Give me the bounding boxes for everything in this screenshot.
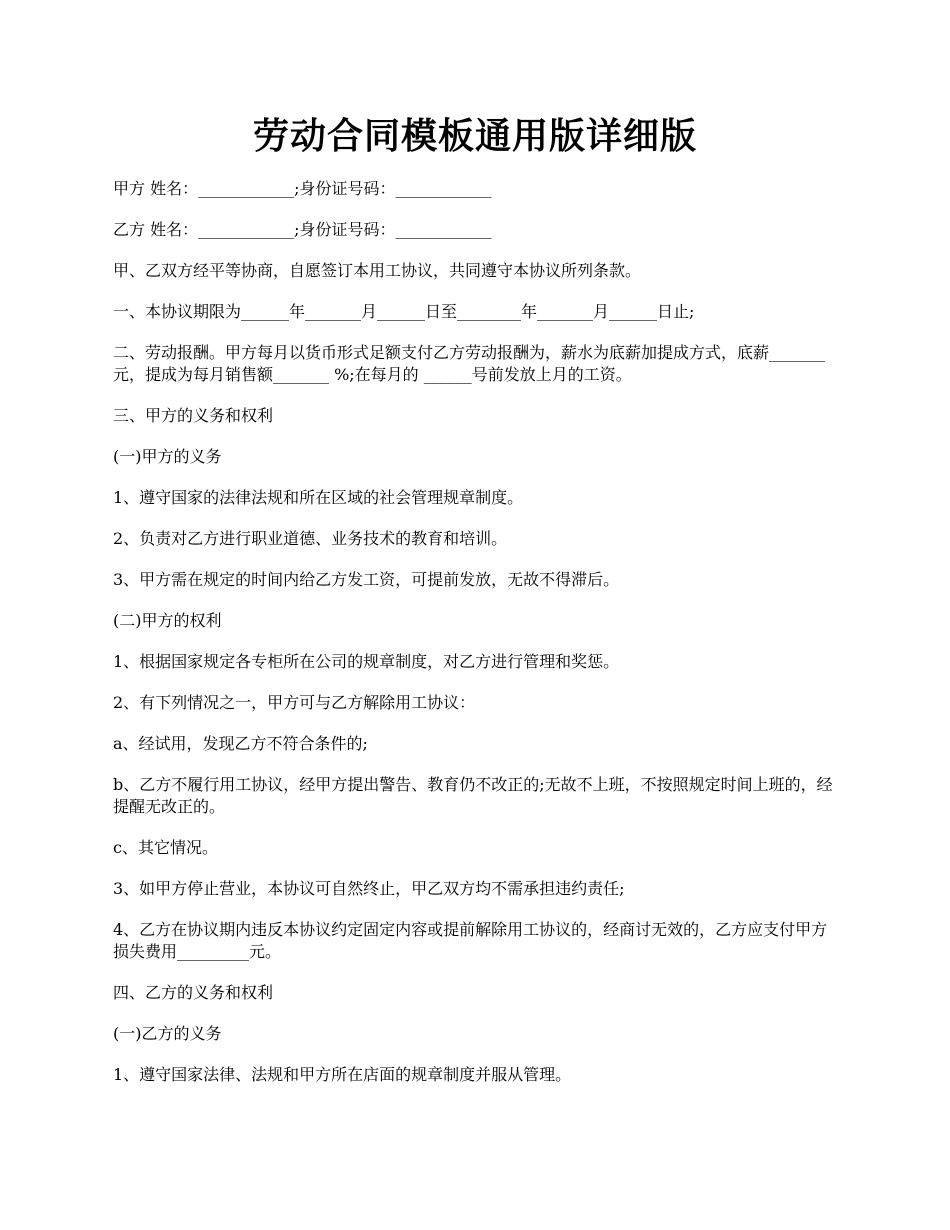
document-title: 劳动合同模板通用版详细版 <box>252 115 697 157</box>
list-item: c、其它情况。 <box>113 838 218 857</box>
document-body <box>113 178 841 1105</box>
subheading-party-a-rights: (二)甲方的权利 <box>113 611 222 630</box>
list-item: a、经试用，发现乙方不符合条件的; <box>113 734 368 753</box>
list-item: b、乙方不履行用工协议，经甲方提出警告、教育仍不改正的;无故不上班，不按照规定时间上班的，经提醒无改正的。 <box>113 775 833 816</box>
agreement-intro: 甲、乙双方经平等协商，自愿签订本用工协议，共同遵守本协议所列条款。 <box>113 261 642 280</box>
section-heading-party-b: 四、乙方的义务和权利 <box>113 983 274 1002</box>
list-item: 1、遵守国家的法律法规和所在区域的社会管理规章制度。 <box>113 488 524 507</box>
list-item: 1、遵守国家法律、法规和甲方所在店面的规章制度并服从管理。 <box>113 1065 572 1084</box>
remuneration-clause: 二、劳动报酬。甲方每月以货币形式足额支付乙方劳动报酬为，薪水为底薪加提成方式，底薪_______元，提成为每月销售额_______ %;在每月的 ______号前发放上月的工资。 <box>113 343 826 384</box>
list-item: 3、如甲方停止营业，本协议可自然终止，甲乙双方均不需承担违约责任; <box>113 879 625 898</box>
list-item: 4、乙方在协议期内违反本协议约定固定内容或提前解除用工协议的，经商讨无效的，乙方应支付甲方损失费用_________元。 <box>113 920 828 961</box>
list-item: 1、根据国家规定各专柜所在公司的规章制度，对乙方进行管理和奖惩。 <box>113 652 620 671</box>
section-heading-party-a: 三、甲方的义务和权利 <box>113 406 274 425</box>
subheading-party-a-obligations: (一)甲方的义务 <box>113 447 222 466</box>
list-item: 2、有下列情况之一，甲方可与乙方解除用工协议： <box>113 693 476 712</box>
subheading-party-b-obligations: (一)乙方的义务 <box>113 1024 222 1043</box>
list-item: 2、负责对乙方进行职业道德、业务技术的教育和培训。 <box>113 529 508 548</box>
party-b-line: 乙方 姓名：____________;身份证号码：____________ <box>113 220 492 239</box>
term-clause: 一、本协议期限为______年_______月______日至________年_______月______日止; <box>113 302 695 321</box>
party-a-line: 甲方 姓名：____________;身份证号码：____________ <box>113 179 492 198</box>
list-item: 3、甲方需在规定的时间内给乙方发工资，可提前发放，无故不得滞后。 <box>113 570 620 589</box>
